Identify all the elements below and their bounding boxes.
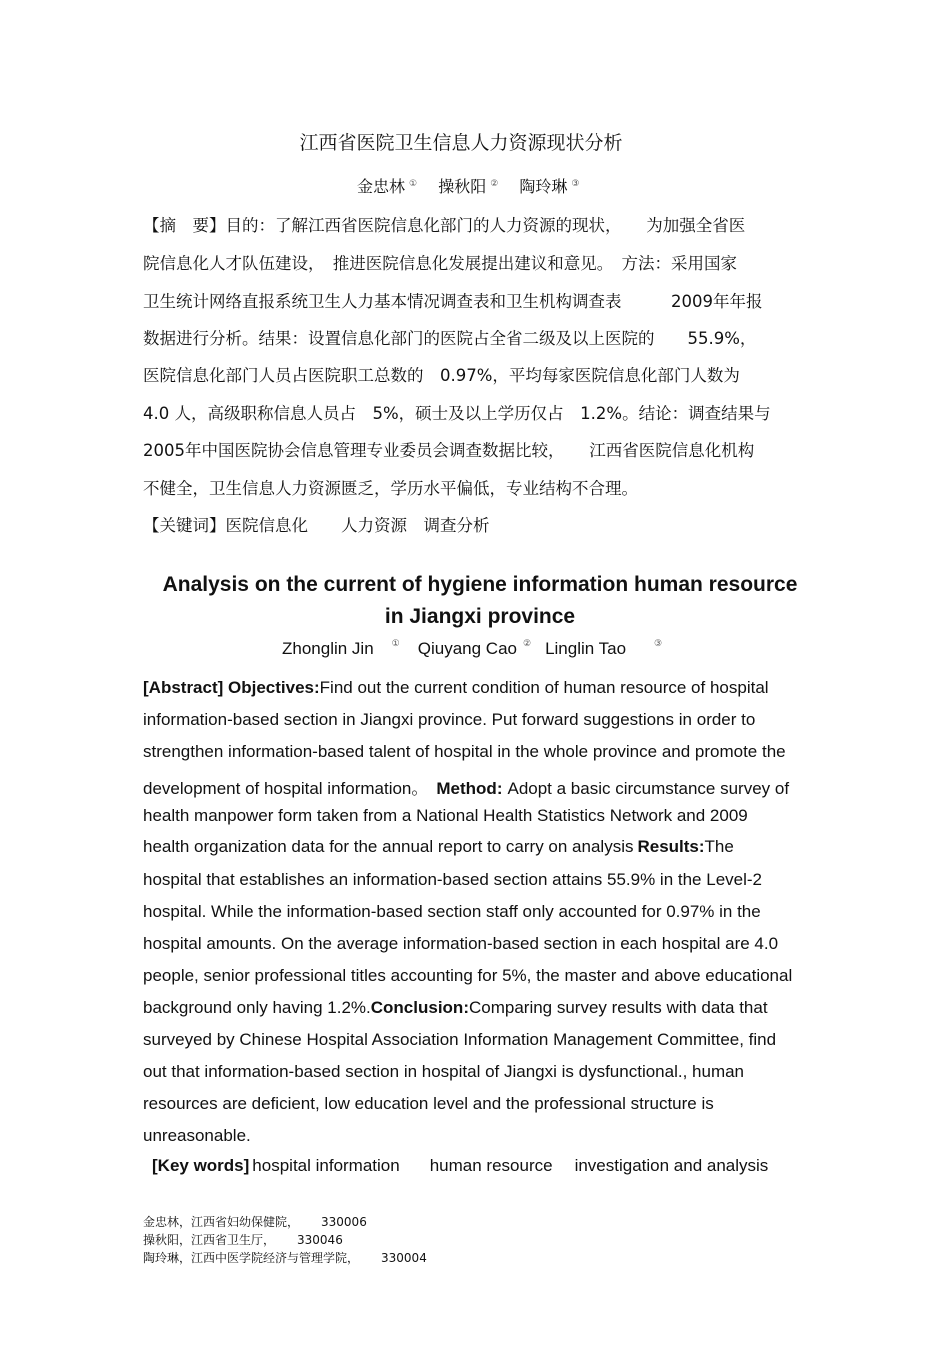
english-title-line-1: Analysis on the current of hygiene information human resource	[162, 573, 798, 596]
footnote	[143, 1213, 367, 1230]
chinese-abstract-line: 2005年中国医院协会信息管理专业委员会调查数据比较， 江西省医院信息化机构	[143, 441, 755, 460]
abstract-results-label: Results:	[637, 837, 705, 856]
author-name: Linglin Tao	[545, 639, 627, 658]
english-keywords	[152, 1156, 768, 1176]
english-title-line-2: in Jiangxi province	[384, 605, 576, 628]
keyword: hospital information	[252, 1156, 400, 1175]
chinese-title: 江西省医院卫生信息人力资源现状分析	[299, 132, 623, 154]
author-mark: ③	[571, 179, 580, 189]
english-authors	[282, 638, 662, 659]
abstract-text: background only having 1.2%.	[143, 998, 371, 1017]
chinese-abstract-line: 数据进行分析。结果：设置信息化部门的医院占全省二级及以上医院的 55.9%，	[143, 329, 757, 348]
footnote-text: 陶玲琳，江西中医学院经济与管理学院，	[143, 1251, 360, 1265]
abstract-text: Adopt a basic circumstance survey of	[507, 779, 790, 798]
english-abstract-line: surveyed by Chinese Hospital Association Information Management Committee, find	[143, 1030, 777, 1049]
chinese-abstract-line: 卫生统计网络直报系统卫生人力基本情况调查表和卫生机构调查表 2009年年报	[143, 292, 763, 311]
postal-code: 330006	[321, 1215, 367, 1229]
author-mark: ①	[391, 638, 400, 648]
author-name: 操秋阳	[438, 177, 487, 196]
author-name: Qiuyang Cao	[417, 639, 517, 658]
keyword: investigation and analysis	[574, 1156, 769, 1175]
english-abstract-line: hospital amounts. On the average information-based section in each hospital are 4.0	[143, 934, 779, 953]
chinese-abstract-line: 4.0 人，高级职称信息人员占 5%，硕士及以上学历仅占 1.2%。结论：调查结果与	[143, 404, 771, 423]
abstract-text: Comparing survey results with data that	[468, 998, 768, 1017]
author-mark: ③	[654, 638, 663, 648]
author-name: Zhonglin Jin	[282, 639, 374, 658]
chinese-abstract-line: 医院信息化部门人员占医院职工总数的 0.97%，平均每家医院信息化部门人数为	[143, 366, 740, 385]
abstract-objectives-label: [Abstract] Objectives:	[143, 678, 320, 697]
english-abstract-line: hospital. While the information-based section staff only accounted for 0.97% in the	[143, 902, 761, 921]
chinese-abstract-line: 不健全，卫生信息人力资源匮乏，学历水平偏低，专业结构不合理。	[143, 479, 638, 498]
postal-code: 330046	[297, 1233, 343, 1247]
english-abstract-line	[143, 774, 789, 799]
english-abstract-line: strengthen information-based talent of hospital in the whole province and promote the	[143, 742, 786, 761]
chinese-abstract-line: 【摘 要】目的：了解江西省医院信息化部门的人力资源的现状， 为加强全省医	[143, 216, 746, 235]
english-abstract-line	[143, 678, 769, 698]
footnote	[143, 1231, 343, 1248]
footnote	[143, 1249, 427, 1266]
chinese-abstract-line: 院信息化人才队伍建设， 推进医院信息化发展提出建议和意见。 方法：采用国家	[143, 254, 737, 273]
keywords-label: [Key words]	[152, 1156, 250, 1175]
abstract-method-label: Method:	[436, 779, 503, 798]
abstract-text: health organization data for the annual report to carry on analysis	[143, 837, 634, 856]
author-mark: ②	[522, 638, 532, 648]
postal-code: 330004	[381, 1251, 427, 1265]
footnote-text: 金忠林，江西省妇幼保健院，	[143, 1215, 300, 1229]
keyword: human resource	[429, 1156, 553, 1175]
abstract-text: development of hospital information。	[143, 779, 429, 798]
abstract-conclusion-label: Conclusion:	[370, 998, 469, 1017]
english-abstract-line	[143, 998, 768, 1018]
footnote-text: 操秋阳，江西省卫生厅，	[143, 1233, 276, 1247]
abstract-text: The	[704, 837, 734, 856]
english-abstract-line: health manpower form taken from a National Health Statistics Network and 2009	[143, 806, 748, 825]
abstract-text: Find out the current condition of human resource of hospital	[319, 678, 769, 697]
author-mark: ①	[409, 179, 418, 189]
chinese-keywords: 【关键词】医院信息化 人力资源 调查分析	[143, 516, 490, 535]
english-abstract-line: hospital that establishes an information-based section attains 55.9% in the Level-2	[143, 870, 762, 889]
english-abstract-line: people, senior professional titles accounting for 5%, the master and above educational	[143, 966, 793, 985]
english-abstract-line	[143, 837, 734, 857]
author-name: 金忠林	[357, 177, 406, 196]
english-abstract-line: resources are deficient, low education level and the professional structure is	[143, 1094, 714, 1113]
english-abstract-line: unreasonable.	[143, 1126, 251, 1145]
author-mark: ②	[490, 179, 499, 189]
english-abstract-line: out that information-based section in hospital of Jiangxi is dysfunctional., human	[143, 1062, 745, 1081]
chinese-authors	[357, 174, 595, 197]
english-abstract-line: information-based section in Jiangxi province. Put forward suggestions in order to	[143, 710, 756, 729]
author-name: 陶玲琳	[519, 177, 568, 196]
